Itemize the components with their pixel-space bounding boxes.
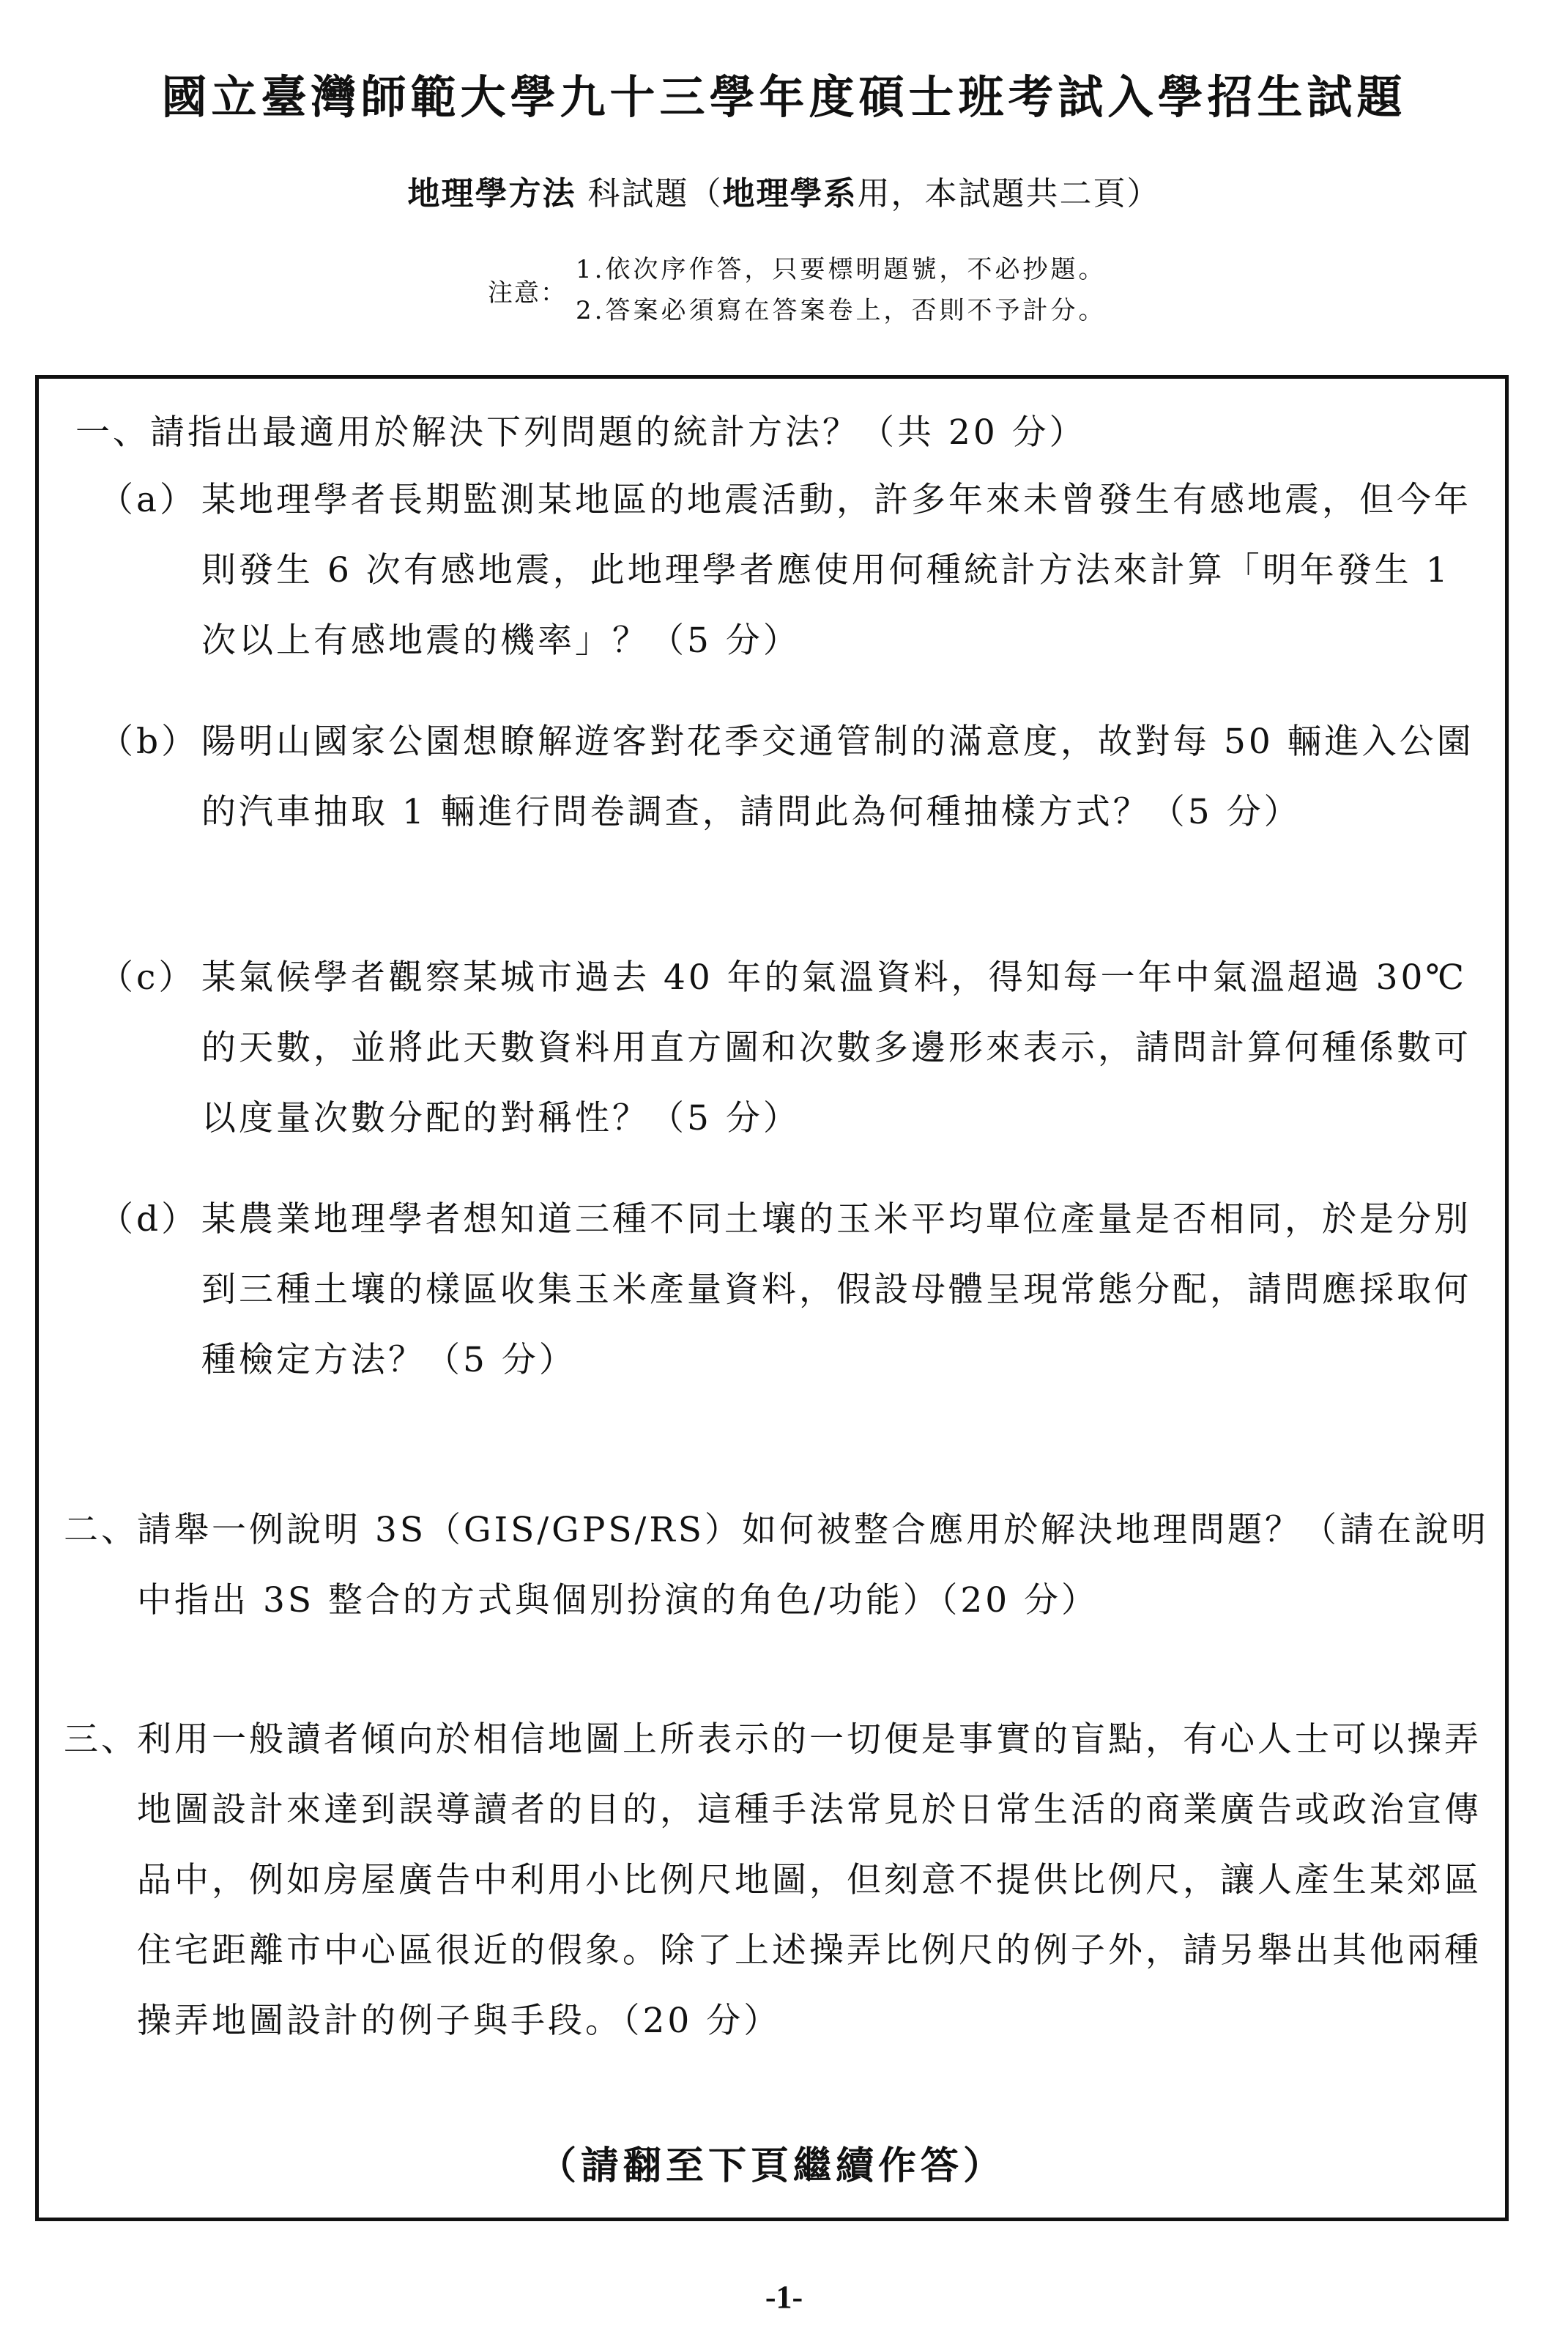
- question-1b-text: 陽明山國家公園想瞭解遊客對花季交通管制的滿意度，故對每 50 輛進入公園的汽車抽取 1 輛進行問卷調查，請問此為何種抽樣方式？（5 分）: [201, 722, 1474, 832]
- subject-name: 地理學方法: [407, 175, 576, 212]
- continue-note: （請翻至下頁繼續作答）: [538, 2144, 1006, 2188]
- question-1d-label: （d）: [99, 1199, 199, 1240]
- question-1b-label: （b）: [99, 722, 199, 762]
- question-2-number: 二、: [64, 1510, 138, 1550]
- question-1b: [99, 707, 1490, 927]
- page-number: -1-: [765, 2279, 803, 2315]
- question-1c-label: （c）: [99, 957, 196, 998]
- notes-label: 注意：: [488, 278, 567, 308]
- question-1a-text: 某地理學者長期監測某地區的地震活動，許多年來未曾發生有感地震，但今年則發生 6 次有感地震，此地理學者應使用何種統計方法來計算「明年發生 1 次以上有感地震的機率」？（5 分）: [201, 480, 1471, 661]
- question-1a: [99, 465, 1490, 685]
- notes-list: [576, 249, 1106, 331]
- question-1a-label: （a）: [99, 480, 198, 520]
- question-1d-text: 某農業地理學者想知道三種不同土壤的玉米平均單位產量是否相同，於是分別到三種土壤的樣區收集玉米產量資料，假設母體呈現常態分配，請問應採取何種檢定方法？（5 分）: [201, 1199, 1471, 1380]
- question-1-heading: 一、請指出最適用於解決下列問題的統計方法？（共 20 分）: [75, 412, 1087, 453]
- question-1d: [99, 1185, 1490, 1404]
- exam-title: 國立臺灣師範大學九十三學年度碩士班考試入學招生試題: [161, 70, 1407, 124]
- subject-suffix: 科試題（: [576, 175, 723, 212]
- note-item: 1.依次序作答，只要標明題號，不必抄題。: [576, 255, 1107, 284]
- question-1c: [99, 943, 1490, 1163]
- question-3-text: 利用一般讀者傾向於相信地圖上所表示的一切便是事實的盲點，有心人士可以操弄地圖設計來達到誤導讀者的目的，這種手法常見於日常生活的商業廣告或政治宣傳品中，例如房屋廣告中利用小比例尺地圖，但刻意不提供比例尺，讓人產生某郊區住宅距離市中心區很近的假象。除了上述操弄比例尺的例子外，請另舉出其他兩種操弄地圖設計的例子與手段。（20 分）: [137, 1719, 1482, 2041]
- subject-line: [0, 170, 1568, 218]
- question-2-text: 請舉一例說明 3S（GIS/GPS/RS）如何被整合應用於解決地理問題？（請在說明中指出 3S 整合的方式與個別扮演的角色/功能）（20 分）: [137, 1510, 1489, 1620]
- exam-notes: [488, 249, 1367, 337]
- question-box: [35, 375, 1509, 2221]
- question-3-number: 三、: [64, 1719, 138, 1760]
- question-1c-text: 某氣候學者觀察某城市過去 40 年的氣溫資料，得知每一年中氣溫超過 30℃ 的天數，並將此天數資料用直方圖和次數多邊形來表示，請問計算何種係數可以度量次數分配的對稱性？（5 分）: [201, 957, 1471, 1138]
- note-item: 2.答案必須寫在答案卷上，否則不予計分。: [576, 296, 1107, 325]
- department-name: 地理學系: [722, 175, 858, 212]
- subject-tail: 用，本試題共二頁）: [857, 175, 1161, 212]
